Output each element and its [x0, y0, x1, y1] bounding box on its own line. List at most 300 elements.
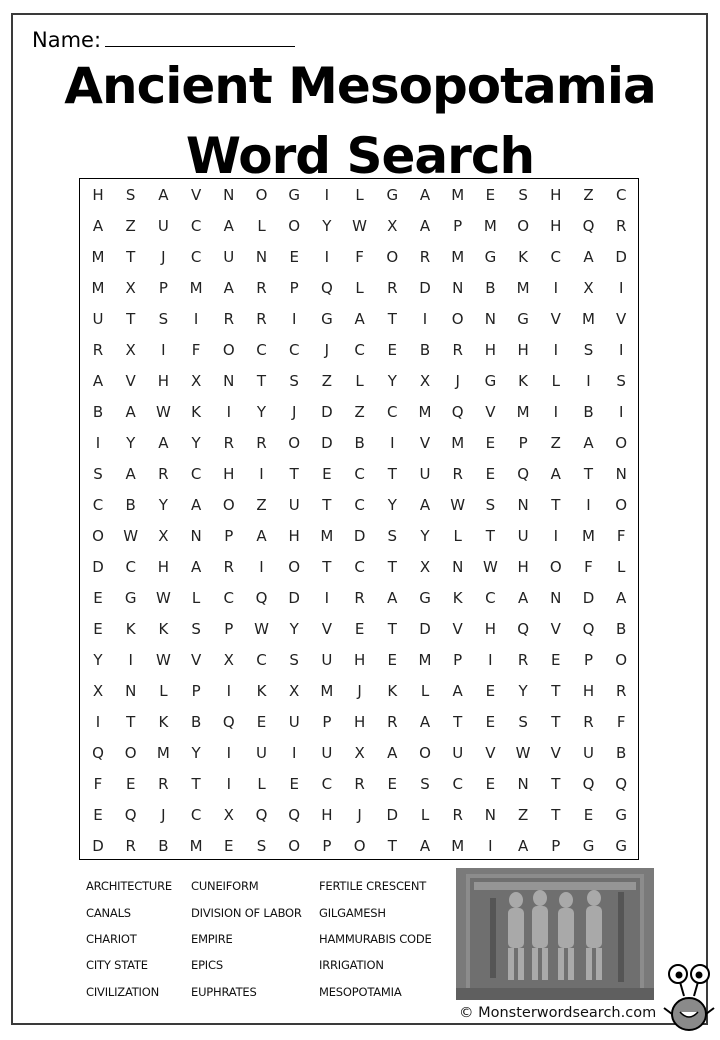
grid-letter[interactable]: T: [322, 558, 332, 576]
grid-letter[interactable]: A: [92, 372, 104, 390]
grid-letter[interactable]: V: [419, 434, 431, 452]
grid-letter[interactable]: F: [616, 713, 626, 731]
grid-letter[interactable]: J: [324, 341, 330, 359]
grid-letter[interactable]: W: [123, 527, 139, 545]
grid-letter[interactable]: E: [551, 651, 561, 669]
grid-letter[interactable]: W: [155, 651, 171, 669]
grid-letter[interactable]: W: [155, 403, 171, 421]
grid-letter[interactable]: C: [452, 775, 463, 793]
grid-letter[interactable]: O: [288, 217, 301, 235]
grid-letter[interactable]: V: [485, 403, 496, 421]
grid-letter[interactable]: Z: [550, 434, 561, 452]
grid-letter[interactable]: O: [451, 310, 464, 328]
grid-letter[interactable]: T: [191, 775, 201, 793]
grid-letter[interactable]: T: [387, 837, 397, 855]
grid-letter[interactable]: I: [193, 310, 199, 328]
grid-letter[interactable]: Y: [322, 217, 332, 235]
grid-letter[interactable]: E: [387, 775, 398, 793]
grid-letter[interactable]: A: [517, 837, 529, 855]
grid-letter[interactable]: K: [452, 589, 463, 607]
grid-letter[interactable]: L: [420, 682, 430, 700]
grid-letter[interactable]: M: [91, 279, 105, 297]
grid-letter[interactable]: H: [517, 558, 529, 576]
grid-letter[interactable]: I: [553, 279, 559, 297]
grid-letter[interactable]: C: [550, 248, 562, 266]
grid-letter[interactable]: S: [518, 186, 528, 204]
grid-letter[interactable]: C: [354, 341, 365, 359]
grid-letter[interactable]: B: [190, 713, 202, 731]
grid-letter[interactable]: Y: [289, 620, 299, 638]
grid-letter[interactable]: A: [158, 186, 169, 204]
grid-letter[interactable]: Q: [320, 279, 333, 297]
grid-letter[interactable]: R: [517, 651, 529, 669]
grid-letter[interactable]: N: [484, 310, 496, 328]
grid-letter[interactable]: H: [157, 372, 170, 390]
grid-letter[interactable]: N: [484, 806, 496, 824]
grid-letter[interactable]: I: [618, 341, 624, 359]
grid-letter[interactable]: A: [256, 527, 267, 545]
grid-letter[interactable]: S: [485, 496, 496, 514]
grid-letter[interactable]: T: [583, 465, 594, 483]
grid-letter[interactable]: I: [618, 279, 624, 297]
grid-letter[interactable]: D: [288, 589, 300, 607]
grid-letter[interactable]: K: [158, 713, 169, 731]
grid-letter[interactable]: L: [355, 186, 364, 204]
grid-letter[interactable]: H: [550, 186, 562, 204]
grid-letter[interactable]: E: [583, 806, 594, 824]
grid-letter[interactable]: A: [190, 558, 202, 576]
grid-letter[interactable]: I: [324, 589, 330, 607]
grid-letter[interactable]: W: [482, 558, 498, 576]
grid-letter[interactable]: B: [158, 837, 169, 855]
grid-letter[interactable]: O: [517, 217, 529, 235]
grid-letter[interactable]: W: [155, 589, 171, 607]
grid-letter[interactable]: N: [517, 775, 529, 793]
grid-letter[interactable]: M: [582, 310, 595, 328]
grid-letter[interactable]: H: [353, 651, 366, 669]
grid-letter[interactable]: L: [257, 775, 266, 793]
grid-letter[interactable]: A: [419, 186, 431, 204]
grid-letter[interactable]: A: [583, 434, 594, 452]
grid-letter[interactable]: X: [223, 806, 234, 824]
grid-letter[interactable]: O: [222, 341, 235, 359]
grid-letter[interactable]: R: [354, 775, 365, 793]
grid-letter[interactable]: A: [387, 744, 398, 762]
grid-letter[interactable]: L: [257, 217, 266, 235]
grid-letter[interactable]: H: [157, 558, 170, 576]
grid-letter[interactable]: Q: [255, 806, 268, 824]
grid-letter[interactable]: T: [485, 527, 495, 545]
grid-letter[interactable]: R: [223, 310, 235, 328]
grid-letter[interactable]: Q: [582, 620, 595, 638]
grid-letter[interactable]: B: [485, 279, 496, 297]
grid-letter[interactable]: I: [161, 341, 166, 359]
grid-letter[interactable]: E: [224, 837, 234, 855]
grid-letter[interactable]: I: [422, 310, 428, 328]
grid-letter[interactable]: O: [124, 744, 137, 762]
grid-letter[interactable]: B: [92, 403, 104, 421]
grid-letter[interactable]: E: [125, 775, 136, 793]
grid-letter[interactable]: C: [288, 341, 300, 359]
grid-letter[interactable]: X: [583, 279, 594, 297]
grid-letter[interactable]: I: [95, 434, 101, 452]
grid-letter[interactable]: N: [550, 589, 562, 607]
grid-letter[interactable]: D: [321, 434, 333, 452]
grid-letter[interactable]: G: [419, 589, 431, 607]
grid-letter[interactable]: H: [223, 465, 235, 483]
grid-letter[interactable]: T: [387, 465, 397, 483]
grid-letter[interactable]: R: [387, 713, 398, 731]
grid-letter[interactable]: A: [190, 496, 202, 514]
grid-letter[interactable]: Z: [517, 806, 529, 824]
grid-letter[interactable]: K: [191, 403, 202, 421]
grid-letter[interactable]: S: [616, 372, 626, 390]
grid-letter[interactable]: I: [324, 248, 330, 266]
grid-letter[interactable]: G: [124, 589, 137, 607]
grid-letter[interactable]: G: [615, 806, 627, 824]
grid-letter[interactable]: I: [553, 403, 559, 421]
grid-letter[interactable]: O: [288, 434, 301, 452]
grid-letter[interactable]: Y: [256, 403, 267, 421]
grid-letter[interactable]: E: [485, 186, 496, 204]
grid-letter[interactable]: R: [354, 589, 365, 607]
grid-letter[interactable]: I: [226, 682, 232, 700]
grid-letter[interactable]: Y: [158, 496, 168, 514]
grid-letter[interactable]: C: [321, 775, 333, 793]
grid-letter[interactable]: C: [256, 341, 267, 359]
grid-letter[interactable]: I: [259, 465, 264, 483]
grid-letter[interactable]: A: [419, 837, 431, 855]
grid-letter[interactable]: I: [618, 403, 624, 421]
grid-letter[interactable]: C: [223, 589, 235, 607]
grid-letter[interactable]: Y: [93, 651, 103, 669]
grid-letter[interactable]: D: [419, 620, 431, 638]
grid-letter[interactable]: P: [224, 527, 234, 545]
grid-letter[interactable]: Q: [124, 806, 137, 824]
grid-letter[interactable]: I: [259, 558, 264, 576]
grid-letter[interactable]: E: [93, 589, 103, 607]
grid-letter[interactable]: X: [190, 372, 202, 390]
grid-letter[interactable]: L: [617, 558, 626, 576]
grid-letter[interactable]: O: [288, 558, 301, 576]
grid-letter[interactable]: T: [387, 310, 397, 328]
grid-letter[interactable]: P: [289, 279, 299, 297]
grid-letter[interactable]: Y: [191, 744, 201, 762]
grid-letter[interactable]: I: [128, 651, 133, 669]
grid-letter[interactable]: Q: [615, 775, 628, 793]
grid-letter[interactable]: C: [354, 558, 365, 576]
grid-letter[interactable]: T: [551, 806, 561, 824]
grid-letter[interactable]: E: [485, 682, 496, 700]
grid-letter[interactable]: I: [324, 186, 330, 204]
grid-letter[interactable]: C: [354, 496, 365, 514]
grid-letter[interactable]: A: [419, 496, 431, 514]
grid-letter[interactable]: U: [583, 744, 594, 762]
grid-letter[interactable]: M: [451, 186, 465, 204]
grid-letter[interactable]: N: [517, 496, 529, 514]
grid-letter[interactable]: X: [289, 682, 300, 700]
grid-letter[interactable]: N: [255, 248, 268, 266]
grid-letter[interactable]: K: [518, 372, 529, 390]
grid-letter[interactable]: X: [158, 527, 169, 545]
grid-letter[interactable]: I: [488, 837, 493, 855]
grid-letter[interactable]: U: [517, 527, 529, 545]
grid-letter[interactable]: L: [551, 372, 560, 390]
grid-letter[interactable]: L: [355, 279, 364, 297]
grid-letter[interactable]: W: [352, 217, 368, 235]
grid-letter[interactable]: P: [518, 434, 528, 452]
grid-letter[interactable]: M: [320, 682, 334, 700]
grid-letter[interactable]: P: [158, 279, 168, 297]
grid-letter[interactable]: X: [419, 372, 431, 390]
grid-letter[interactable]: O: [92, 527, 104, 545]
grid-letter[interactable]: N: [615, 465, 627, 483]
grid-letter[interactable]: A: [387, 589, 398, 607]
grid-letter[interactable]: K: [256, 682, 267, 700]
grid-letter[interactable]: B: [616, 744, 627, 762]
grid-letter[interactable]: Q: [255, 589, 268, 607]
grid-letter[interactable]: W: [254, 620, 269, 638]
grid-letter[interactable]: D: [419, 279, 431, 297]
grid-letter[interactable]: E: [485, 775, 496, 793]
grid-letter[interactable]: X: [419, 558, 431, 576]
grid-letter[interactable]: X: [125, 341, 136, 359]
grid-letter[interactable]: I: [95, 713, 101, 731]
grid-letter[interactable]: H: [550, 217, 562, 235]
grid-letter[interactable]: U: [256, 744, 267, 762]
grid-letter[interactable]: T: [387, 620, 397, 638]
grid-letter[interactable]: A: [223, 279, 234, 297]
grid-letter[interactable]: E: [289, 775, 299, 793]
grid-letter[interactable]: M: [91, 248, 105, 266]
grid-letter[interactable]: C: [485, 589, 496, 607]
grid-letter[interactable]: I: [586, 372, 591, 390]
grid-letter[interactable]: C: [190, 248, 202, 266]
grid-letter[interactable]: A: [158, 434, 169, 452]
grid-letter[interactable]: Q: [288, 806, 301, 824]
grid-letter[interactable]: X: [92, 682, 104, 700]
grid-letter[interactable]: A: [125, 403, 136, 421]
grid-letter[interactable]: R: [125, 837, 136, 855]
grid-letter[interactable]: I: [390, 434, 395, 452]
grid-letter[interactable]: M: [483, 217, 497, 235]
grid-letter[interactable]: C: [256, 651, 267, 669]
grid-letter[interactable]: G: [484, 248, 497, 266]
grid-letter[interactable]: M: [516, 279, 530, 297]
grid-letter[interactable]: P: [322, 713, 332, 731]
grid-letter[interactable]: U: [419, 465, 431, 483]
grid-letter[interactable]: U: [321, 744, 333, 762]
grid-letter[interactable]: K: [125, 620, 136, 638]
grid-letter[interactable]: Y: [387, 372, 397, 390]
grid-letter[interactable]: U: [223, 248, 235, 266]
grid-letter[interactable]: H: [582, 682, 595, 700]
grid-letter[interactable]: I: [553, 527, 559, 545]
grid-letter[interactable]: T: [551, 496, 561, 514]
grid-letter[interactable]: M: [189, 279, 203, 297]
grid-letter[interactable]: J: [455, 372, 460, 390]
grid-letter[interactable]: M: [418, 403, 432, 421]
grid-letter[interactable]: R: [223, 434, 235, 452]
grid-letter[interactable]: T: [551, 682, 561, 700]
grid-letter[interactable]: F: [93, 775, 103, 793]
grid-letter[interactable]: R: [615, 217, 627, 235]
grid-letter[interactable]: T: [551, 775, 561, 793]
grid-letter[interactable]: E: [354, 620, 365, 638]
grid-letter[interactable]: V: [550, 744, 561, 762]
grid-letter[interactable]: E: [485, 713, 496, 731]
grid-letter[interactable]: V: [485, 744, 496, 762]
grid-letter[interactable]: U: [92, 310, 104, 328]
grid-letter[interactable]: T: [126, 248, 136, 266]
grid-letter[interactable]: D: [92, 837, 104, 855]
grid-letter[interactable]: M: [451, 248, 465, 266]
grid-letter[interactable]: Y: [420, 527, 430, 545]
grid-letter[interactable]: R: [583, 713, 594, 731]
grid-letter[interactable]: H: [92, 186, 104, 204]
grid-letter[interactable]: V: [616, 310, 627, 328]
grid-letter[interactable]: D: [92, 558, 104, 576]
grid-letter[interactable]: E: [93, 620, 103, 638]
grid-letter[interactable]: I: [226, 775, 232, 793]
grid-letter[interactable]: U: [288, 496, 300, 514]
grid-letter[interactable]: G: [484, 372, 497, 390]
grid-letter[interactable]: T: [453, 713, 463, 731]
grid-letter[interactable]: E: [289, 248, 299, 266]
grid-letter[interactable]: Z: [583, 186, 594, 204]
grid-letter[interactable]: H: [484, 341, 497, 359]
grid-letter[interactable]: R: [223, 558, 235, 576]
grid-letter[interactable]: O: [353, 837, 366, 855]
grid-letter[interactable]: V: [190, 186, 202, 204]
grid-letter[interactable]: O: [222, 496, 235, 514]
grid-letter[interactable]: V: [125, 372, 136, 390]
grid-letter[interactable]: P: [453, 217, 463, 235]
grid-letter[interactable]: H: [288, 527, 300, 545]
grid-letter[interactable]: I: [553, 341, 559, 359]
grid-letter[interactable]: C: [387, 403, 398, 421]
grid-letter[interactable]: G: [386, 186, 399, 204]
grid-letter[interactable]: L: [420, 806, 430, 824]
grid-letter[interactable]: Q: [582, 217, 595, 235]
grid-letter[interactable]: O: [615, 434, 628, 452]
grid-letter[interactable]: S: [125, 186, 136, 204]
grid-letter[interactable]: S: [289, 372, 299, 390]
grid-letter[interactable]: H: [353, 713, 366, 731]
grid-letter[interactable]: Q: [517, 620, 529, 638]
grid-letter[interactable]: U: [288, 713, 300, 731]
grid-letter[interactable]: A: [125, 465, 136, 483]
grid-letter[interactable]: B: [583, 403, 594, 421]
grid-letter[interactable]: R: [452, 465, 463, 483]
grid-letter[interactable]: N: [223, 372, 235, 390]
grid-letter[interactable]: V: [550, 620, 561, 638]
grid-letter[interactable]: S: [518, 713, 528, 731]
grid-letter[interactable]: S: [583, 341, 594, 359]
grid-letter[interactable]: P: [191, 682, 201, 700]
grid-letter[interactable]: O: [549, 558, 562, 576]
grid-letter[interactable]: M: [156, 744, 170, 762]
grid-letter[interactable]: T: [256, 372, 267, 390]
grid-letter[interactable]: P: [551, 837, 561, 855]
grid-letter[interactable]: R: [92, 341, 104, 359]
grid-letter[interactable]: X: [125, 279, 136, 297]
grid-letter[interactable]: Y: [126, 434, 136, 452]
grid-letter[interactable]: N: [223, 186, 235, 204]
grid-letter[interactable]: D: [321, 403, 333, 421]
grid-letter[interactable]: C: [190, 806, 202, 824]
grid-letter[interactable]: V: [321, 620, 333, 638]
grid-letter[interactable]: Q: [517, 465, 529, 483]
grid-letter[interactable]: I: [226, 744, 232, 762]
grid-letter[interactable]: A: [419, 217, 431, 235]
grid-letter[interactable]: D: [615, 248, 627, 266]
grid-letter[interactable]: G: [615, 837, 627, 855]
grid-letter[interactable]: M: [418, 651, 432, 669]
grid-letter[interactable]: A: [419, 713, 431, 731]
grid-letter[interactable]: Y: [191, 434, 201, 452]
grid-letter[interactable]: U: [321, 651, 333, 669]
grid-letter[interactable]: C: [125, 558, 136, 576]
grid-letter[interactable]: T: [126, 713, 136, 731]
grid-letter[interactable]: E: [93, 806, 103, 824]
grid-letter[interactable]: B: [616, 620, 627, 638]
grid-letter[interactable]: K: [387, 682, 398, 700]
grid-letter[interactable]: H: [484, 620, 497, 638]
grid-letter[interactable]: G: [582, 837, 595, 855]
grid-letter[interactable]: S: [93, 465, 103, 483]
grid-letter[interactable]: V: [190, 651, 202, 669]
grid-letter[interactable]: Q: [222, 713, 235, 731]
grid-letter[interactable]: J: [357, 806, 362, 824]
grid-letter[interactable]: F: [355, 248, 364, 266]
grid-letter[interactable]: U: [157, 217, 169, 235]
grid-letter[interactable]: E: [485, 465, 496, 483]
grid-letter[interactable]: Y: [387, 496, 397, 514]
grid-letter[interactable]: S: [158, 310, 169, 328]
grid-letter[interactable]: G: [288, 186, 300, 204]
grid-letter[interactable]: S: [387, 527, 398, 545]
grid-letter[interactable]: T: [387, 558, 397, 576]
grid-letter[interactable]: J: [291, 403, 297, 421]
grid-letter[interactable]: X: [387, 217, 398, 235]
grid-letter[interactable]: L: [159, 682, 168, 700]
grid-letter[interactable]: S: [420, 775, 430, 793]
grid-letter[interactable]: R: [387, 279, 398, 297]
grid-letter[interactable]: E: [322, 465, 332, 483]
grid-letter[interactable]: E: [485, 434, 496, 452]
grid-letter[interactable]: J: [161, 248, 166, 266]
grid-letter[interactable]: Z: [354, 403, 365, 421]
grid-letter[interactable]: S: [191, 620, 201, 638]
grid-letter[interactable]: I: [291, 310, 297, 328]
grid-letter[interactable]: Q: [451, 403, 464, 421]
grid-letter[interactable]: B: [354, 434, 365, 452]
grid-letter[interactable]: O: [419, 744, 431, 762]
grid-letter[interactable]: E: [256, 713, 267, 731]
grid-letter[interactable]: M: [451, 434, 465, 452]
grid-letter[interactable]: X: [223, 651, 234, 669]
grid-letter[interactable]: R: [256, 279, 267, 297]
grid-letter[interactable]: A: [616, 589, 627, 607]
grid-letter[interactable]: D: [353, 527, 366, 545]
grid-letter[interactable]: W: [515, 744, 531, 762]
grid-letter[interactable]: Q: [92, 744, 104, 762]
grid-letter[interactable]: A: [452, 682, 463, 700]
grid-letter[interactable]: I: [488, 651, 493, 669]
grid-letter[interactable]: O: [386, 248, 399, 266]
grid-letter[interactable]: N: [125, 682, 137, 700]
